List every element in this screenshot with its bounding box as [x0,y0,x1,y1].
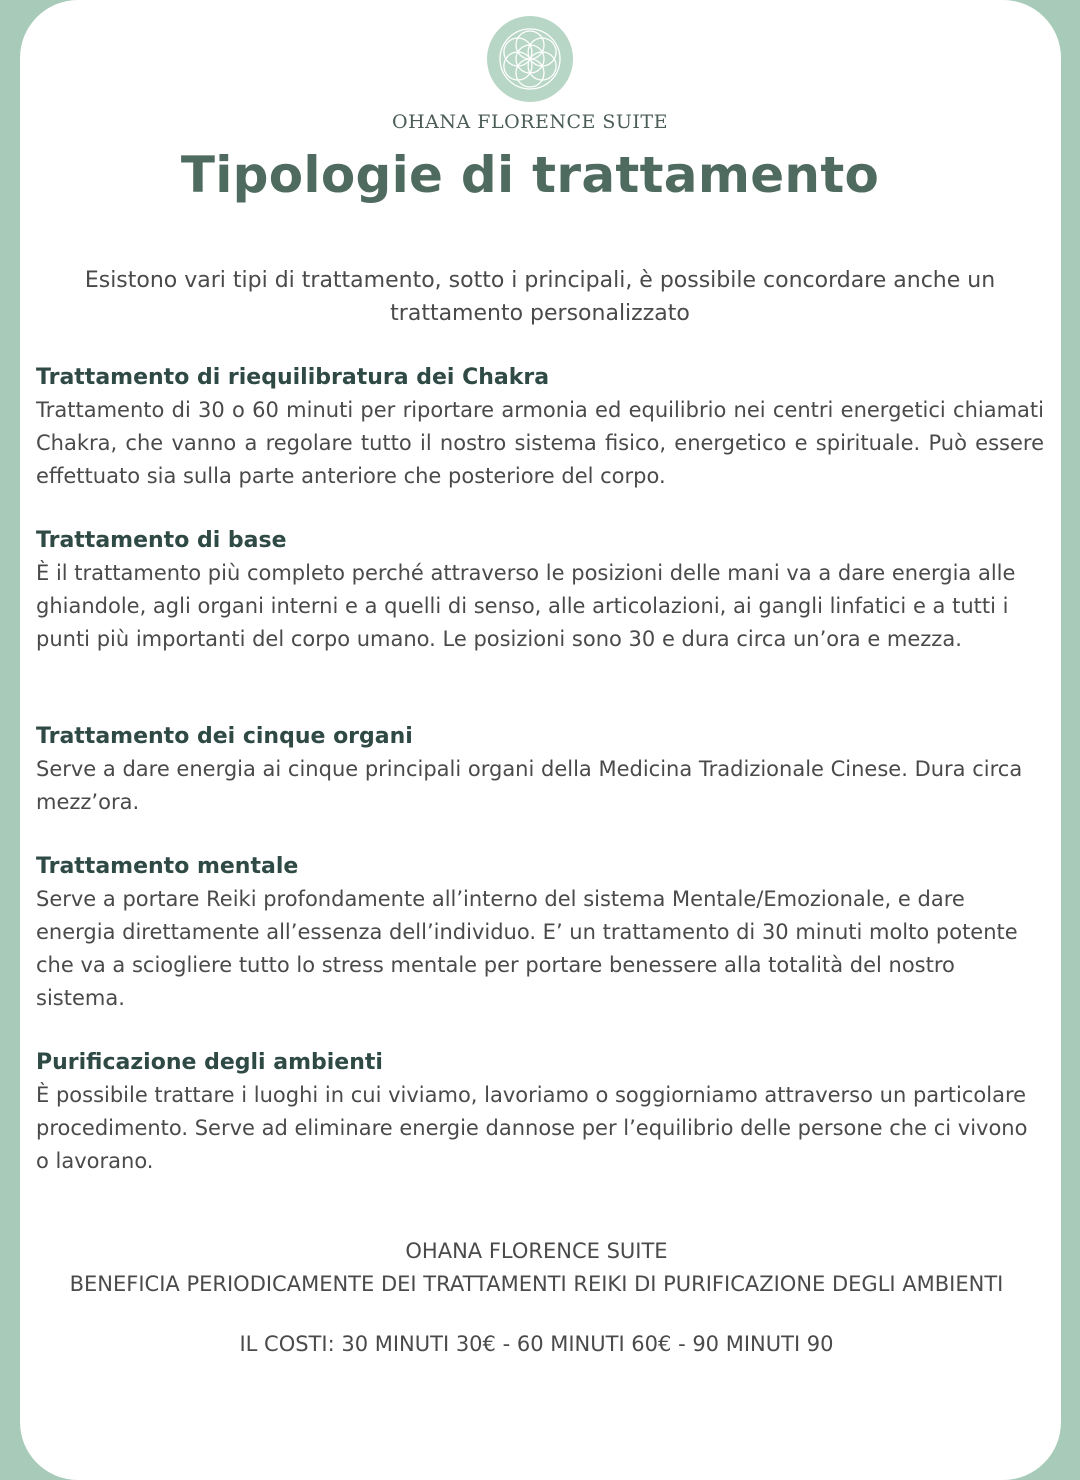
section-body: Serve a dare energia ai cinque principali organi della Medicina Tradizionale Cinese. Dura circa mezz’ora. [36,757,1023,814]
section-heading: Trattamento mentale [36,854,299,879]
page-title: Tipologie di trattamento [180,146,880,204]
footer-statement: BENEFICIA PERIODICAMENTE DEI TRATTAMENTI REIKI DI PURIFICAZIONE DEGLI AMBIENTI [69,1272,1004,1296]
section-mentale [36,850,1044,1015]
section-cinque-organi [36,720,1044,819]
section-purificazione [36,1046,1044,1178]
section-base [36,524,1044,656]
intro-text: Esistono vari tipi di trattamento, sotto i principali, è possibile concordare anche un trattamento personalizzato [84,268,996,326]
section-heading: Trattamento di riequilibratura dei Chakra [36,365,550,390]
section-body: Trattamento di 30 o 60 minuti per riportare armonia ed equilibrio nei centri energetici chiamati Chakra, che vanno a regolare tutto il nostro sistema fisico, energetico e spirituale. Può essere effettuato sia sulla parte anteriore che posteriore del corpo. [36,398,1044,488]
section-body: È possibile trattare i luoghi in cui viviamo, lavoriamo o soggiorniamo attraverso un particolare procedimento. Serve ad eliminare energie dannose per l’equilibrio delle persone che ci vivono o lavorano. [36,1083,1028,1173]
section-body: È il trattamento più completo perché attraverso le posizioni delle mani va a dare energia alle ghiandole, agli organi interni e a quelli di senso, alle articolazioni, ai gangli linfatici e a tutti i punti più importanti del corpo umano. Le posizioni sono 30 e dura circa un’ora e mezza. [36,561,1016,651]
footer-prices: IL COSTI: 30 MINUTI 30€ - 60 MINUTI 60€ - 90 MINUTI 90 [239,1332,834,1356]
flower-of-life-logo [487,16,573,102]
section-heading: Trattamento dei cinque organi [36,724,413,749]
section-chakra [36,361,1044,493]
footer-brand: OHANA FLORENCE SUITE [405,1239,668,1263]
section-heading: Purificazione degli ambienti [36,1050,383,1075]
brand-name: OHANA FLORENCE SUITE [392,111,668,133]
section-heading: Trattamento di base [36,528,287,553]
section-body: Serve a portare Reiki profondamente all’interno del sistema Mentale/Emozionale, e dare energia direttamente all’essenza dell’individuo. E’ un trattamento di 30 minuti molto potente che va a sciogliere tutto lo stress mentale per portare benessere alla totalità del nostro sistema. [36,887,1018,1010]
